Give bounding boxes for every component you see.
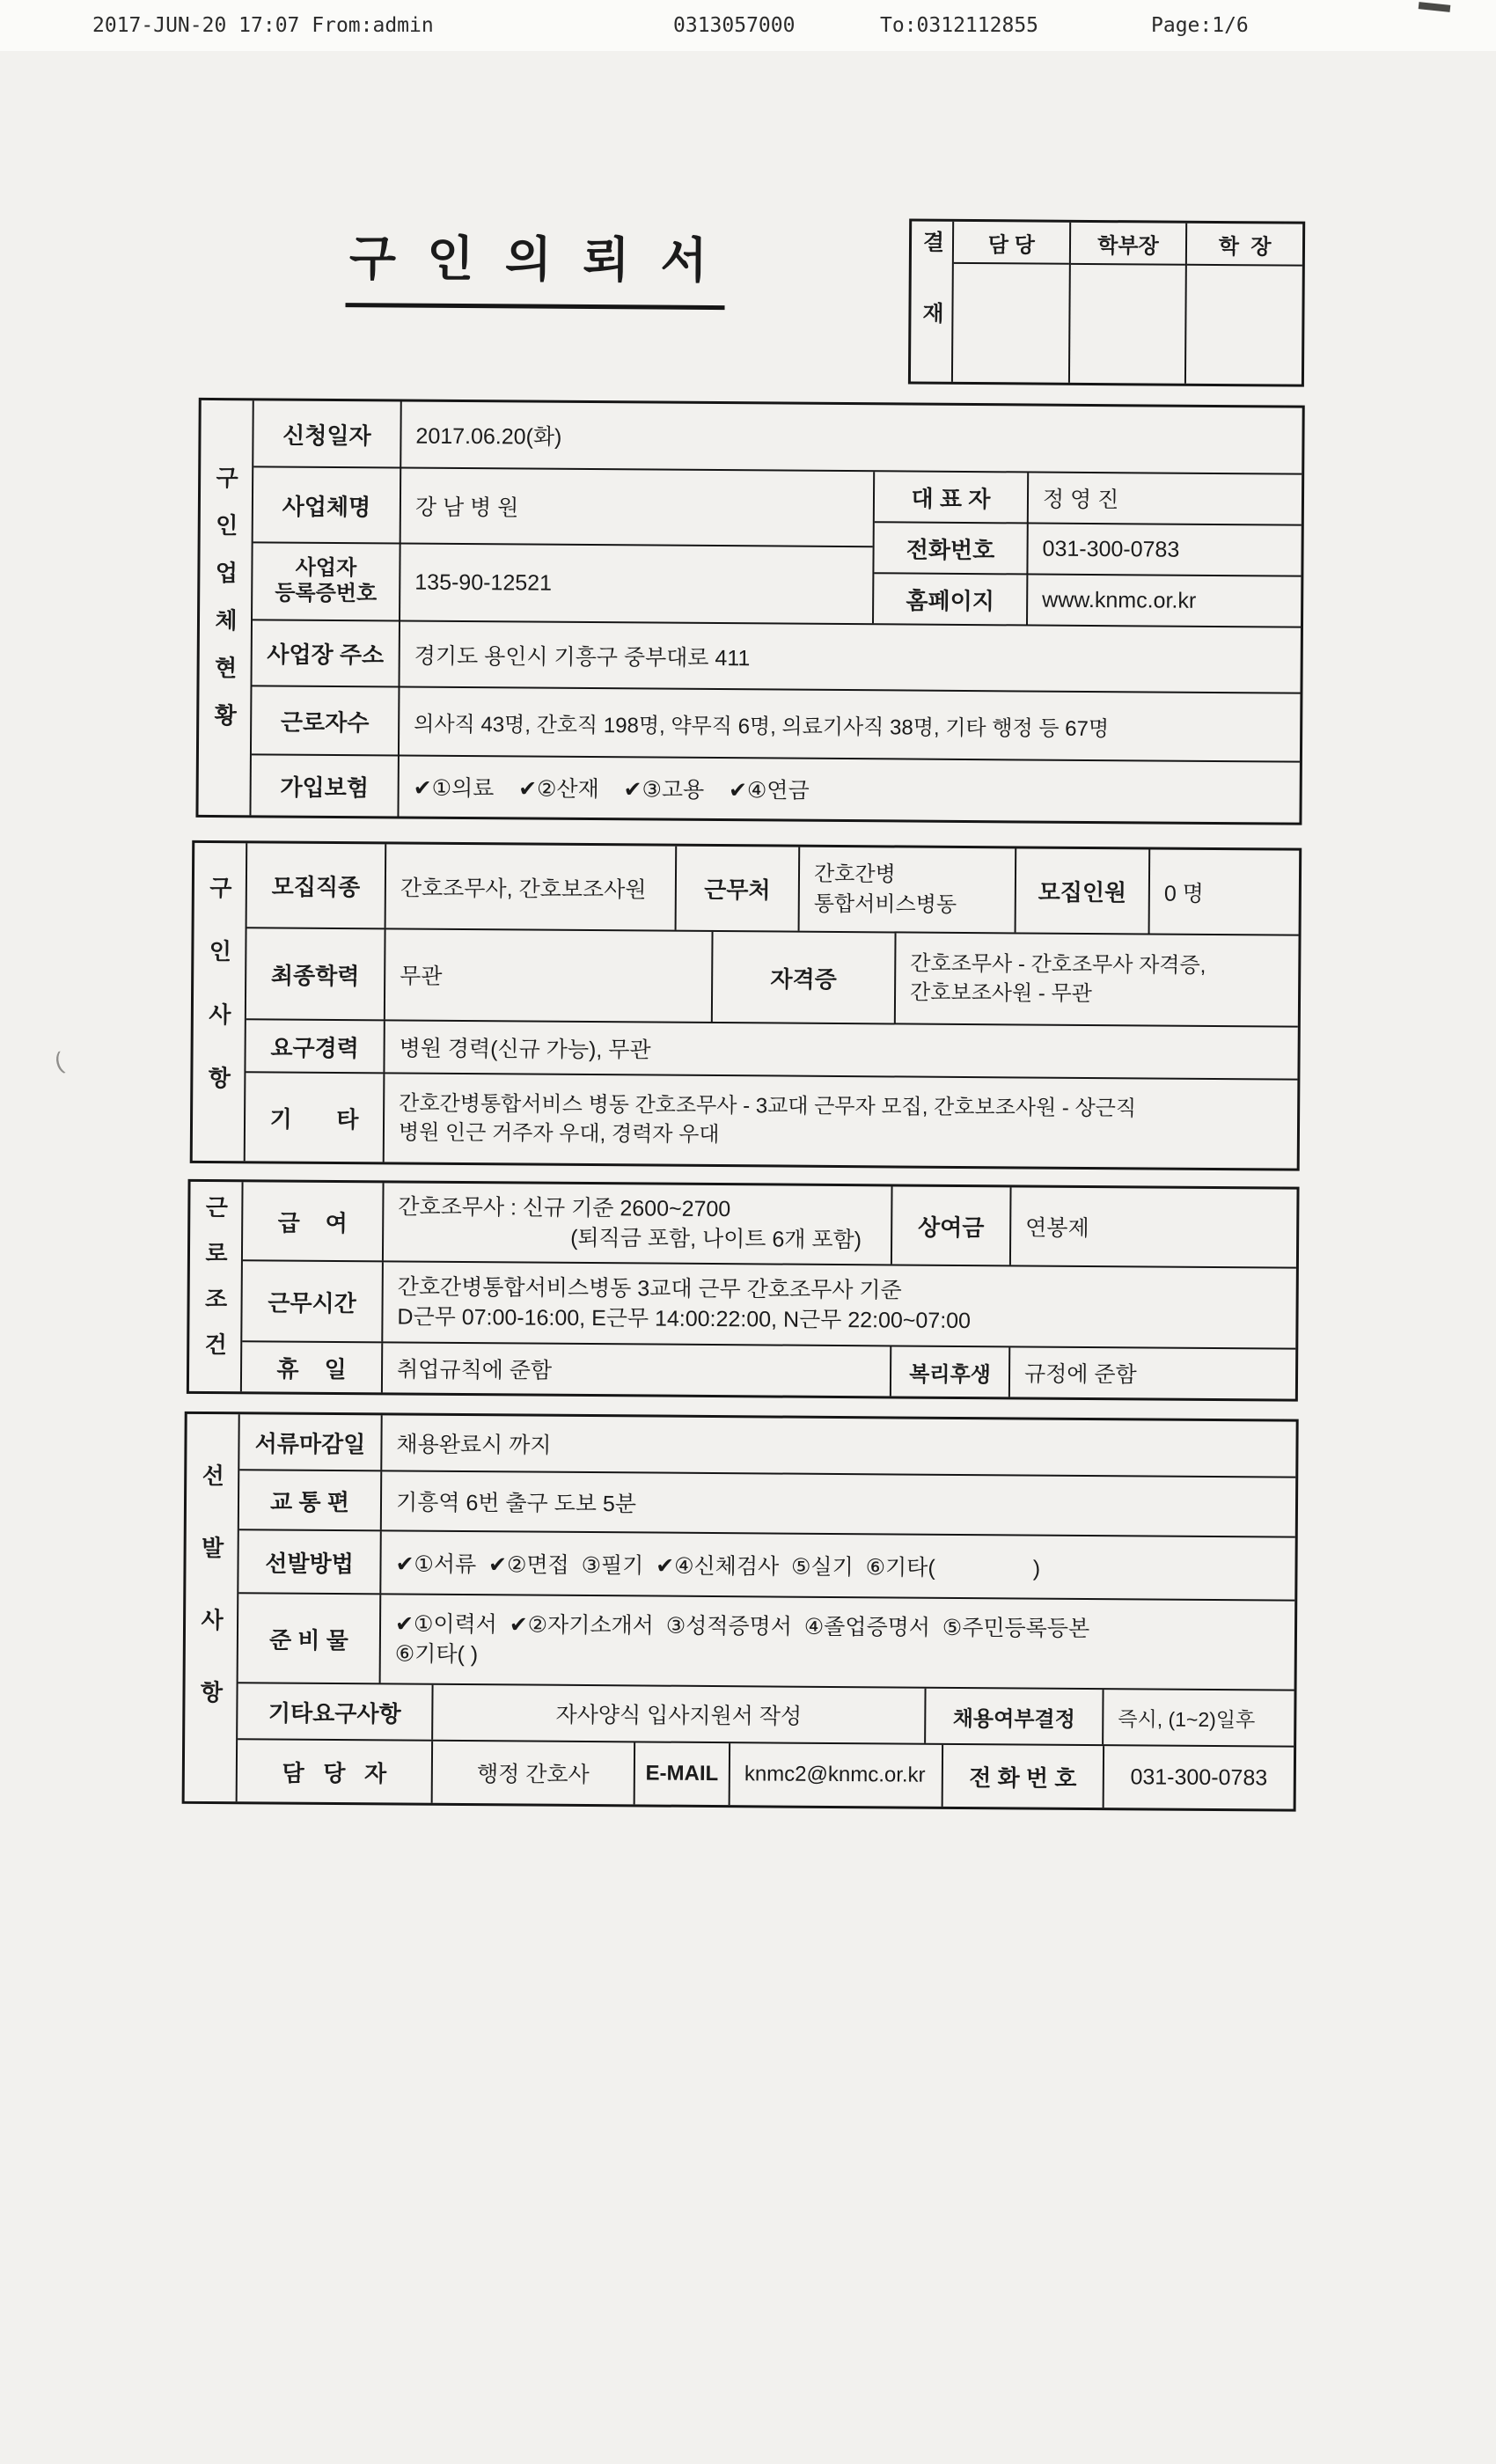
workers-label: 근로자수 [252, 686, 400, 754]
tel-label: 전 화 번 호 [943, 1745, 1104, 1808]
etc-line2: 병원 인근 거주자 우대, 경력자 우대 [398, 1120, 720, 1148]
biz-reg-label-line1: 사업자 [295, 555, 357, 581]
biz-reg-label [253, 543, 401, 620]
etc-value [385, 1074, 1298, 1168]
tel-value: 031-300-0783 [1130, 1764, 1268, 1790]
etc-label: 기 타 [246, 1073, 385, 1162]
decision-value: 즉시, (1~2)일후 [1118, 1706, 1256, 1731]
headcount-value: 0 명 [1163, 881, 1204, 906]
hours-line2: D근무 07:00-16:00, E근무 14:00:22:00, N근무 22:00~07:00 [397, 1304, 972, 1334]
decision-label: 채용여부결정 [926, 1689, 1104, 1744]
career-label: 요구경력 [246, 1020, 385, 1072]
career-value: 병원 경력(신규 가능), 무관 [399, 1036, 651, 1063]
scan-artifact-paren: ( [51, 1047, 66, 1075]
salary-value [384, 1183, 893, 1264]
transport-value: 기흥역 6번 출구 도보 5분 [395, 1490, 637, 1517]
approval-box [908, 219, 1305, 387]
contact-value: 행정 간호사 [433, 1742, 635, 1805]
work-conditions-table [187, 1179, 1300, 1402]
company-name-label: 사업체명 [253, 467, 402, 542]
job-type-label: 모집직종 [247, 843, 387, 928]
biz-reg-value: 135-90-12521 [414, 569, 553, 596]
approval-col-header: 학 장 [1187, 224, 1302, 267]
method-label: 선발방법 [238, 1530, 381, 1593]
workplace-value [800, 847, 1017, 933]
transport-label: 교 통 편 [239, 1470, 382, 1529]
license-line1: 간호조무사 - 간호조무사 자격증, [910, 951, 1206, 978]
ceo-value: 정 영 진 [1042, 487, 1119, 513]
section-label-company: 구인업체현황 [198, 400, 253, 815]
holiday-value: 취업규칙에 준함 [383, 1343, 891, 1396]
approval-col-hakjang [1186, 224, 1302, 385]
company-name-value: 강 남 병 원 [414, 495, 519, 521]
fax-header-from: 2017-JUN-20 17:07 From:admin [92, 14, 434, 37]
approval-sign-cell [1186, 266, 1302, 385]
phone-label: 전화번호 [874, 523, 1028, 573]
ceo-label: 대 표 자 [875, 472, 1029, 522]
job-type-value: 간호조무사, 간호보조사원 [386, 844, 678, 929]
bonus-label: 상여금 [892, 1186, 1012, 1265]
deadline-label: 서류마감일 [239, 1414, 382, 1470]
materials-line1: ✔①이력서 ✔②자기소개서 ③성적증명서 ④졸업증명서 ⑤주민등록등본 [394, 1610, 1090, 1641]
deadline-value: 채용완료시 까지 [396, 1432, 552, 1458]
fax-header-to: To:0312112855 [880, 14, 1039, 37]
phone-value: 031-300-0783 [1042, 536, 1180, 562]
section-label-selection: 선발사항 [185, 1414, 240, 1801]
materials-label: 준 비 물 [238, 1594, 382, 1683]
selection-info-table [182, 1412, 1299, 1812]
document-title: 구 인 의 뢰 서 [345, 219, 724, 310]
workers-value: 의사직 43명, 간호직 198명, 약무직 6명, 의료기사직 38명, 기타 행정 등 67명 [414, 712, 1110, 741]
license-line2: 간호보조사원 - 무관 [909, 980, 1092, 1007]
section-label-work: 근로조건 [189, 1182, 244, 1391]
salary-label: 급 여 [243, 1182, 385, 1260]
workplace-label: 근무처 [677, 847, 801, 931]
approval-col-hakbujang [1070, 223, 1188, 384]
materials-checklist [381, 1595, 1295, 1689]
contact-label: 담 당 자 [238, 1740, 433, 1803]
education-value: 무관 [385, 929, 714, 1022]
homepage-value: www.knmc.or.kr [1042, 587, 1197, 613]
education-label: 최종학력 [246, 928, 386, 1019]
insurance-label: 가입보험 [251, 755, 399, 816]
email-value: knmc2@knmc.or.kr [730, 1743, 943, 1807]
method-checklist: ✔①서류 ✔②면접 ③필기 ✔④신체검사 ⑤실기 ⑥기타( ) [395, 1551, 1041, 1581]
approval-col-damdang [953, 222, 1071, 383]
approval-sign-cell [1070, 265, 1186, 384]
license-value [896, 933, 1299, 1025]
homepage-label: 홈페이지 [874, 574, 1028, 624]
insurance-checklist: ✔①의료 ✔②산재 ✔③고용 ✔④연금 [413, 775, 810, 803]
approval-col-header: 담 당 [954, 222, 1069, 265]
fax-header-page: Page:1/6 [1151, 14, 1249, 37]
hours-value [383, 1262, 1296, 1347]
approval-col-header: 학부장 [1071, 223, 1186, 266]
bonus-value: 연봉제 [1025, 1215, 1089, 1241]
headcount-label: 모집인원 [1016, 848, 1151, 933]
welfare-value: 규정에 준함 [1023, 1361, 1137, 1388]
recruit-info-table [190, 840, 1302, 1171]
email-label: E-MAIL [635, 1742, 730, 1805]
company-info-table [195, 398, 1304, 825]
license-label: 자격증 [713, 932, 897, 1023]
apply-date-value: 2017.06.20(화) [415, 423, 562, 450]
workplace-line1: 간호간병 [813, 862, 896, 887]
etc-line1: 간호간병통합서비스 병동 간호조무사 - 3교대 근무자 모집, 간호보조사원 - 상근직 [399, 1091, 1137, 1121]
fax-header-number: 0313057000 [673, 14, 796, 37]
apply-date-label: 신청일자 [253, 400, 402, 466]
other-req-value: 자사양식 입사지원서 작성 [433, 1685, 926, 1743]
approval-stamp-label: 결재 [911, 222, 954, 382]
salary-line2: (퇴직금 포함, 나이트 6개 포함) [570, 1225, 862, 1253]
hours-line1: 간호간병통합서비스병동 3교대 근무 간호조무사 기준 [397, 1274, 902, 1303]
hours-label: 근무시간 [242, 1261, 384, 1341]
salary-line1: 간호조무사 : 신규 기준 2600~2700 [398, 1194, 731, 1221]
biz-reg-label-line2: 등록증번호 [275, 581, 378, 606]
holiday-label: 휴 일 [242, 1342, 383, 1392]
approval-sign-cell [953, 264, 1069, 383]
address-label: 사업장 주소 [252, 620, 400, 686]
other-req-label: 기타요구사항 [238, 1683, 433, 1740]
workplace-line2: 통합서비스병동 [813, 891, 957, 917]
welfare-label: 복리후생 [891, 1346, 1010, 1397]
materials-line2: ⑥기타( ) [394, 1641, 479, 1668]
address-value: 경기도 용인시 기흥구 중부대로 411 [414, 643, 751, 671]
section-label-recruit: 구인사항 [193, 843, 248, 1161]
